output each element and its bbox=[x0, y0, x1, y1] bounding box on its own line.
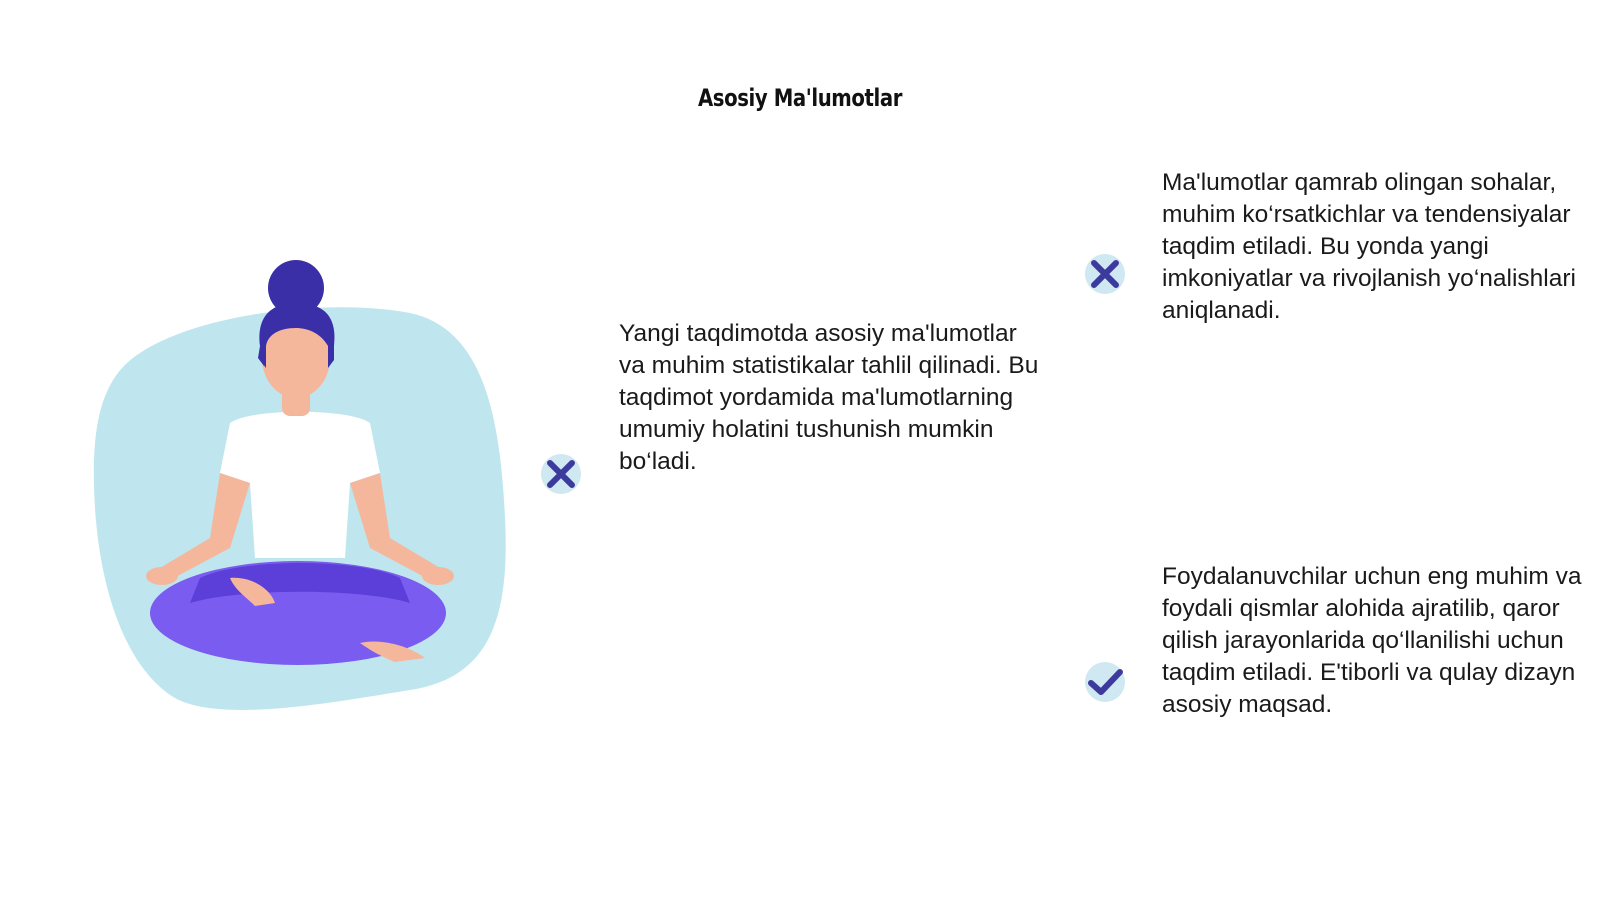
meditation-illustration bbox=[80, 258, 520, 738]
info-text-3: Foydalanuvchilar uchun eng muhim va foydali qismlar alohida ajratilib, qaror qilish jarayonlarida qo‘llanilishi uchun taqdim etiladi. E'tiborli va qulay dizayn asosiy maqsad. bbox=[1162, 563, 1582, 718]
info-text-1: Yangi taqdimotda asosiy ma'lumotlar va muhim statistikalar tahlil qilinadi. Bu taqdimot yordamida ma'lumotlarning umumiy holatini tushunish mumkin bo‘ladi. bbox=[619, 320, 1039, 475]
slide-title: Asosiy Ma'lumotlar bbox=[697, 84, 903, 112]
left-hand bbox=[146, 567, 178, 585]
right-hand bbox=[422, 567, 454, 585]
info-text-2: Ma'lumotlar qamrab olingan sohalar, muhim ko‘rsatkichlar va tendensiyalar taqdim etiladi. Bu yonda yangi imkoniyatlar va rivojlanish yo‘nalishlari aniqlanadi. bbox=[1162, 169, 1576, 324]
meditating-woman-illustration bbox=[80, 258, 520, 738]
x-mark-icon bbox=[1083, 252, 1127, 296]
x-mark-icon bbox=[539, 452, 583, 496]
check-mark-icon bbox=[1083, 660, 1127, 704]
